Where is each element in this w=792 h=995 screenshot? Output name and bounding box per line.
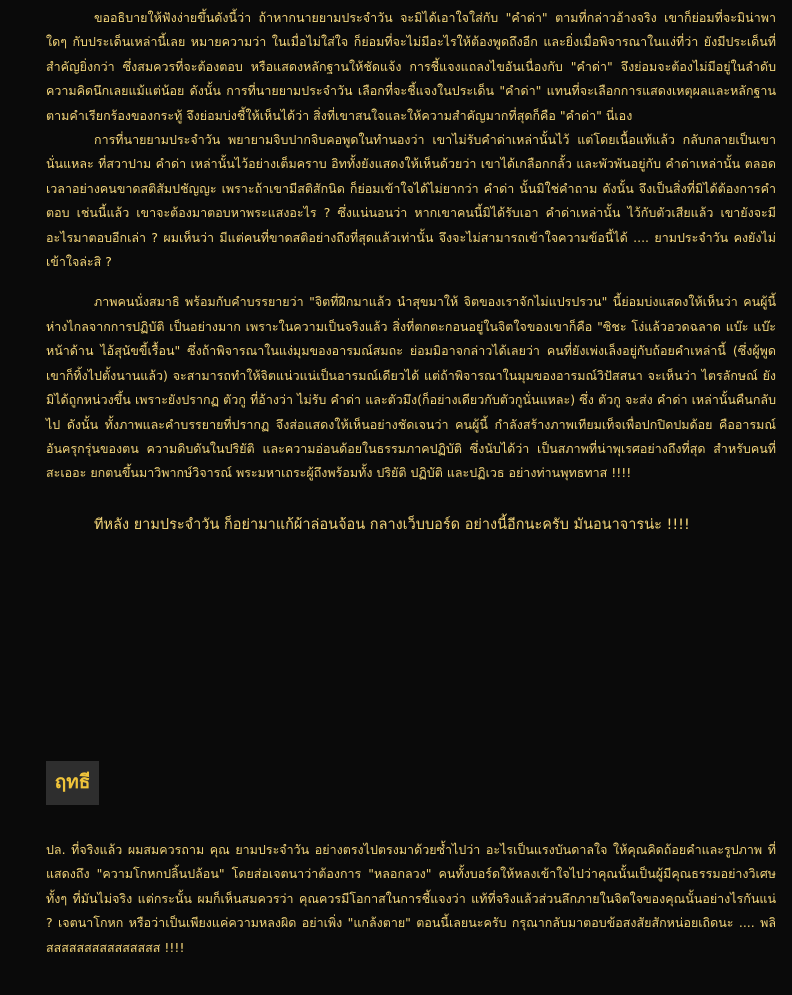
reply-author-name[interactable]: ฤทธี bbox=[54, 771, 91, 793]
reply-author-box bbox=[46, 761, 99, 805]
post-closing-line: ทีหลัง ยามประจำวัน ก็อย่ามาแก้ผ้าล่อนจ้อน กลางเว็บบอร์ด อย่างนี้อีกนะครับ มันอนาจารน่ะ !!!! bbox=[94, 516, 690, 533]
post-body bbox=[46, 6, 776, 538]
reply-text: ปล. ที่จริงแล้ว ผมสมควรถาม คุณ ยามประจำวัน อย่างตรงไปตรงมาด้วยซ้ำไปว่า อะไรเป็นแรงบันดาลใจ ให้คุณคิดถ้อยคำและรูปภาพ ที่แสดงถึง "ความโกหกปลิ้นปล้อน" โดยส่อเจตนาว่าต้องการ "หลอกลวง" คนทั้งบอร์ดให้หลงเข้าใจไปว่าคุณนั้นเป็นผู้มีคุณธรรมอย่างวิเศษ ทั้งๆ ที่มันไม่จริง แต่กระนั้น ผมก็เห็นสมควรว่า คุณควรมีโอกาสในการชี้แจงว่า แท้ที่จริงแล้วส่วนลึกภายในจิตใจของคุณนั้นอย่างไรกันแน่ ? เจตนาโกหก หรือว่าเป็นเพียงแค่ความหลงผิด อย่าเพิ่ง "แกล้งตาย" ตอนนี้เลยนะครับ กรุณากลับมาตอบข้อสงสัยสักหน่อยเถิดนะ .... พลิสสสสสสสสสสสสสสส !!!! bbox=[46, 842, 776, 955]
reply-body bbox=[46, 838, 776, 960]
post-paragraph: ขออธิบายให้ฟังง่ายขึ้นดังนี้ว่า ถ้าหากนายยามประจำวัน จะมิได้เอาใจใส่กับ "คำด่า" ตามที่กล่าวอ้างจริง เขาก็ย่อมที่จะมิน่าพาใดๆ กับประเด็นเหล่านี้เลย หมายความว่า ในเมื่อไม่ใส่ใจ ก็ย่อมที่จะไม่มีอะไรให้ต้องพูดถึงอีก และยิ่งเมื่อพิจารณาในแง่ที่ว่า ยังมีประเด็นที่สำคัญยิ่งกว่า ซึ่งสมควรที่จะต้องตอบ หรือแสดงหลักฐานให้ชัดแจ้ง การชี้แจงแถลงไขอันเนื่องกับ "คำด่า" จึงย่อมจะต้องไม่มีอยู่ในลำดับความคิดนึกเลยแม้แต่น้อย ดังนั้น การที่นายยามประจำวัน เลือกที่จะชี้แจงในประเด็น "คำด่า" แทนที่จะเลือกการแสดงเหตุผลและหลักฐานตามคำเรียกร้องของกระทู้ จึงย่อมบ่งชี้ให้เห็นได้ว่า สิ่งที่เขาสนใจและให้ความสำคัญมากที่สุดก็คือ "คำด่า" นี่เอง bbox=[46, 10, 776, 123]
post-paragraph: การที่นายยามประจำวัน พยายามจิบปากจิบคอพูดในทำนองว่า เขาไม่รับคำด่าเหล่านั้นไว้ แต่โดยเนื้อแท้แล้ว กลับกลายเป็นเขานั่นแหละ ที่สวาปาม คำด่า เหล่านั้นไว้อย่างเต็มคราบ อิททั้งยังแสดงให้เห็นด้วยว่า เขาได้เกลือกกลั้ว และพัวพันอยู่กับ คำด่าเหล่านั้น ตลอดเวลาอย่างคนขาดสติสัมปชัญญะ เพราะถ้าเขามีสติสักนิด ก็ย่อมเข้าใจได้ไม่ยากว่า คำด่า นั้นมิใช่คำถาม ดังนั้น จึงเป็นสิ่งที่มิได้ต้องการคำตอบ เช่นนี้แล้ว เขาจะต้องมาตอบหาพระแสงอะไร ? ซึ่งแน่นอนว่า หากเขาคนนี้มิได้รับเอา คำด่าเหล่านั้น ไว้กับตัวเสียแล้ว เขายังจะมีอะไรมาตอบอีกเล่า ? ผมเห็นว่า มีแต่คนที่ขาดสติอย่างถึงที่สุดแล้วเท่านั้น จึงจะไม่สามารถเข้าใจความข้อนี้ได้ .... ยามประจำวัน คงยังไม่เข้าใจล่ะสิ ? bbox=[46, 132, 776, 270]
post-paragraph: ภาพคนนั่งสมาธิ พร้อมกับคำบรรยายว่า "จิตที่ฝึกมาแล้ว นำสุขมาให้ จิตของเราจักไม่แปรปรวน" นี้ย่อมบ่งแสดงให้เห็นว่า คนผู้นี้ ห่างไกลจากการปฏิบัติ เป็นอย่างมาก เพราะในความเป็นจริงแล้ว สิ่งที่ตกตะกอนอยู่ในจิตใจของเขาก็คือ "ซิชะ โง่แล้วอวดฉลาด แบ๊ะ แบ๊ะ หน้าด้าน ไอ้สุนัขขี้เรื้อน" ซึ่งถ้าพิจารณาในแง่มุมของอารมณ์สมถะ ย่อมมิอาจกล่าวได้เลยว่า คนที่ยังเพ่งเล็งอยู่กับถ้อยคำเหล่านี้ (ซึ่งผู้พูด เขาก็ทิ้งไปตั้งนานแล้ว) จะสามารถทำให้จิตแน่วแน่เป็นอารมณ์เดียวได้ แต่ถ้าพิจารณาในมุมของอารมณ์วิปัสสนา จะเห็นว่า ไตรลักษณ์ ยังมิได้ถูกหน่วงขึ้น เพราะยังปรากฏ ตัวกู ที่อ้างว่า ไม่รับ คำด่า และตัวมึง(ก็อย่างเดียวกับตัวกูนั่นแหละ) ซึ่ง ตัวกู จะส่ง คำด่า เหล่านั้นคืนกลับไป ดังนั้น ทั้งภาพและคำบรรยายที่ปรากฏ จึงส่อแสดงให้เห็นอย่างชัดเจนว่า คนผู้นี้ กำลังสร้างภาพเทียมเท็จเพื่อปกปิดปมด้อย คืออารมณ์อันครุกรุ่นของตน ความดิบดันในปริยัติ และความอ่อนด้อยในธรรมภาคปฏิบัติ ซึ่งนับได้ว่า เป็นสภาพที่น่าพุเรศอย่างถึงที่สุด สำหรับคนที่สะเออะ ยกตนขึ้นมาวิพากษ์วิจารณ์ พระมหาเถระผู้ถึงพร้อมทั้ง ปริยัติ ปฏิบัติ และปฏิเวธ อย่างท่านพุทธทาส !!!! bbox=[46, 294, 776, 481]
